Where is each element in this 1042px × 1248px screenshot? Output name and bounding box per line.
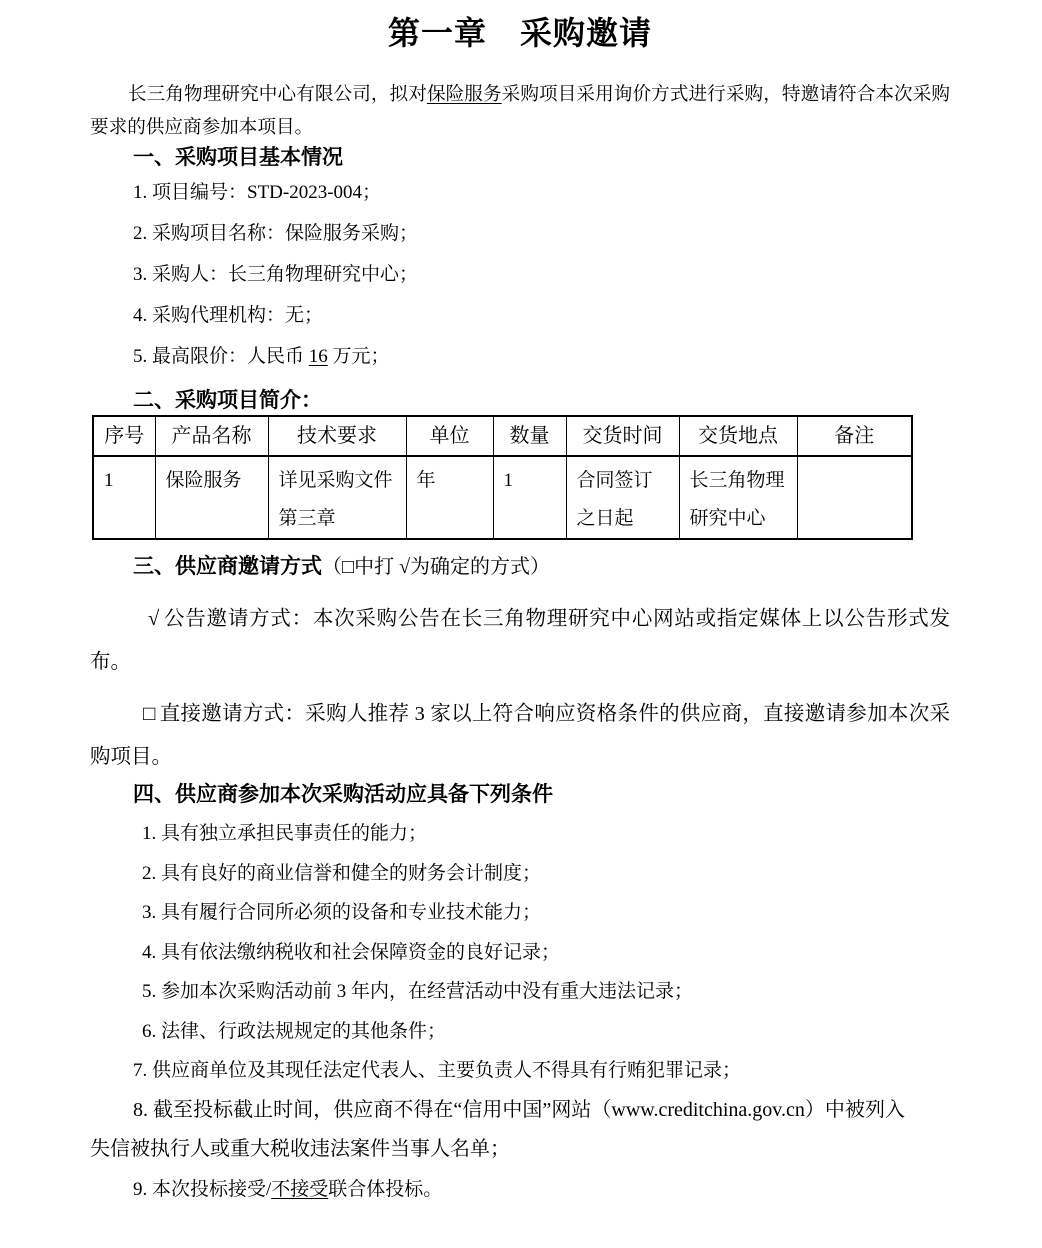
condition-item [90,1091,905,1170]
item-underlined-text: 16 [308,346,328,367]
table-header-cell: 数量 [493,416,566,456]
section-four-heading: 四、供应商参加本次采购活动应具备下列条件 [133,783,553,806]
invitation-option-direct [90,693,950,779]
basic-info-item [90,213,950,254]
basic-info-item [90,336,950,377]
table-cell-delivery-time: 合同签订之日起 [566,456,679,539]
condition-item [90,814,950,854]
item-underlined-text: 不接受 [271,1178,329,1200]
item-text: 9. 本次投标接受/ [133,1178,272,1200]
item-text: 6. 法律、行政法规规定的其他条件； [142,1020,447,1042]
section-one-list [90,172,950,377]
condition-item [90,1170,950,1210]
item-text: 4. 采购代理机构：无； [133,305,324,326]
item-text: 5. 最高限价：人民币 [133,346,309,367]
item-text-after: 万元； [327,346,390,367]
table-cell-product: 保险服务 [155,456,268,539]
table-header-cell: 备注 [797,416,912,456]
table-cell-remark [797,456,912,539]
item-text: 1. 具有独立承担民事责任的能力； [142,823,428,844]
item-text: 3. 采购人：长三角物理研究中心； [133,264,419,285]
basic-info-item [90,295,950,336]
intro-text: 长三角物理研究中心有限公司，拟对 [128,84,427,105]
section-one-heading: 一、采购项目基本情况 [133,146,343,169]
item-text: 3. 具有履行合同所必须的设备和专业技术能力； [142,902,542,923]
condition-item [90,933,950,973]
section-three-heading [90,552,950,582]
basic-info-item [90,254,950,295]
condition-item [90,1051,950,1091]
condition-item [90,854,950,894]
checkbox-icon: □ [143,703,156,725]
table-header-cell: 交货地点 [679,416,797,456]
condition-item [90,972,950,1012]
table-header-cell: 技术要求 [268,416,406,456]
condition-item [90,1012,950,1052]
table-header-cell: 单位 [406,416,493,456]
table-cell-tech: 详见采购文件第三章 [268,456,406,539]
table-header-cell: 产品名称 [155,416,268,456]
item-text: 4. 具有依法缴纳税收和社会保障资金的良好记录； [142,941,561,963]
item-text: 8. 截至投标截止时间，供应商不得在“信用中国”网站（www.creditchina.gov.cn）中被列入失信被执行人或重大税收违法案件当事人名单； [90,1098,905,1160]
item-text-after: 联合体投标。 [328,1178,443,1200]
condition-item [90,893,950,933]
page-title: 第一章 采购邀请 [387,15,652,51]
section-three-heading-note: （□中打 √为确定的方式） [322,556,551,578]
table-cell-seq: 1 [93,456,155,539]
option-text: 直接邀请方式：采购人推荐 3 家以上符合响应资格条件的供应商，直接邀请参加本次采购项目。 [90,703,950,768]
section-two-heading: 二、采购项目简介： [133,389,322,412]
item-text: 5. 参加本次采购活动前 3 年内，在经营活动中没有重大违法记录； [142,981,694,1002]
invitation-option-announcement [90,598,950,684]
basic-info-item [90,172,950,213]
intro-text-after: 采购项目采用询价方式进行采购，特邀请符合本次采购要求的供应商参加本项目。 [90,84,950,138]
option-text: 公告邀请方式：本次采购公告在长三角物理研究中心网站或指定媒体上以公告形式发布。 [90,608,950,673]
procurement-table [92,415,913,540]
check-icon: √ [148,608,160,630]
section-three-heading-bold: 三、供应商邀请方式 [133,555,322,578]
table-cell-unit: 年 [406,456,493,539]
item-text: 7. 供应商单位及其现任法定代表人、主要负责人不得具有行贿犯罪记录； [133,1060,742,1081]
intro-underlined-text: 保险服务 [426,84,502,105]
table-header-cell: 序号 [93,416,155,456]
table-header-row [93,416,912,456]
item-text: 2. 具有良好的商业信誉和健全的财务会计制度； [142,862,542,884]
table-cell-delivery-place: 长三角物理研究中心 [679,456,797,539]
item-text: 2. 采购项目名称：保险服务采购； [133,223,419,244]
item-text: 1. 项目编号：STD-2023-004； [133,182,382,203]
table-header-cell: 交货时间 [566,416,679,456]
table-row [93,456,912,539]
table-cell-qty: 1 [493,456,566,539]
intro-paragraph [90,78,950,144]
section-four-list [90,814,950,1209]
